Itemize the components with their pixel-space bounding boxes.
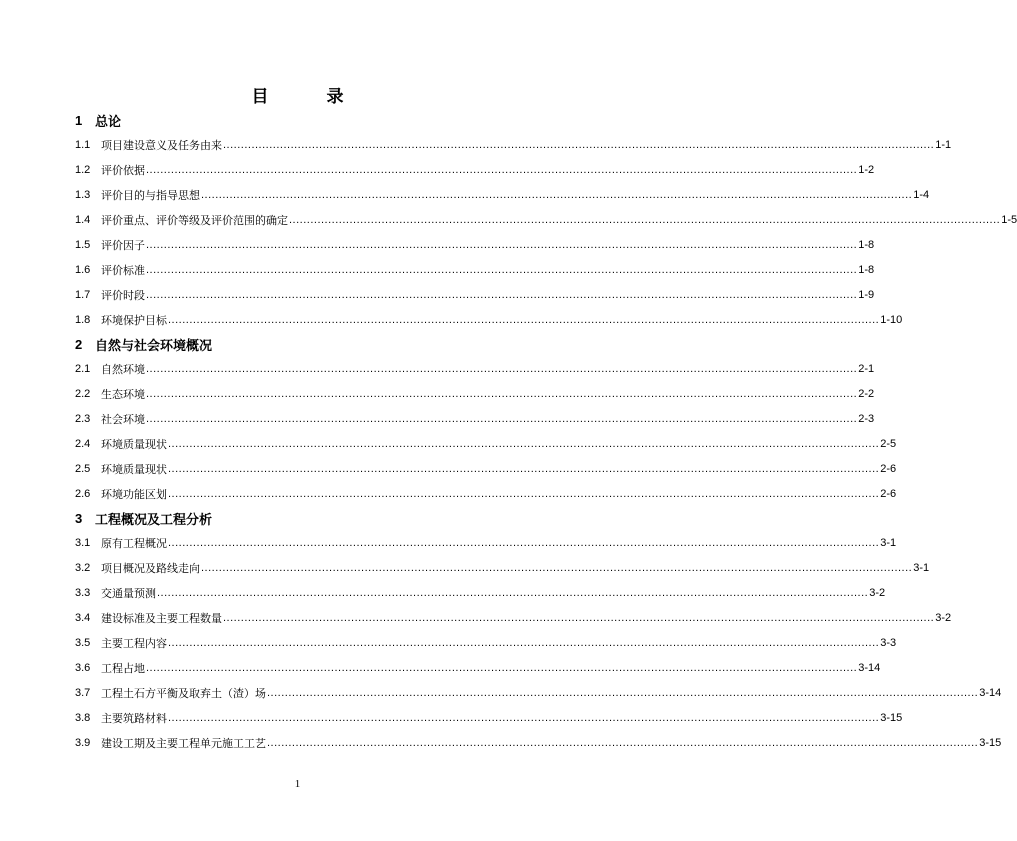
page-number: 1: [294, 778, 301, 790]
entry-label: 环境功能区划: [101, 487, 167, 501]
entry-label: 环境保护目标: [101, 313, 167, 327]
entry-number: 2.5: [75, 462, 91, 475]
entry-label: 自然环境: [101, 362, 145, 376]
toc-entry[interactable]: [75, 555, 930, 580]
toc-entry[interactable]: [75, 456, 897, 481]
toc-entry[interactable]: [75, 381, 875, 406]
toc-entry[interactable]: [75, 257, 875, 282]
entry-label: 工程土石方平衡及取弃土（渣）场: [101, 686, 266, 700]
entry-number: 3.5: [75, 636, 91, 649]
toc-entry[interactable]: [75, 705, 903, 730]
toc-entry[interactable]: [75, 356, 875, 381]
dot-leader: ........................................................................................................................................................................................................: [146, 412, 858, 425]
toc-entry[interactable]: [75, 580, 886, 605]
dot-leader: ........................................................................................................................................................................................................: [168, 487, 880, 500]
entry-page: 2-3: [858, 412, 875, 425]
entry-number: 2.2: [75, 387, 91, 400]
entry-page: 2-6: [880, 462, 897, 475]
toc-entry[interactable]: [75, 182, 930, 207]
entry-label: 生态环境: [101, 387, 145, 401]
entry-number: 1.2: [75, 163, 91, 176]
page-title: 目 录: [251, 87, 370, 107]
entry-page: 1-9: [858, 288, 875, 301]
chapter-title: 自然与社会环境概况: [95, 338, 213, 354]
toc-entry[interactable]: [75, 431, 897, 456]
entry-page: 1-8: [858, 263, 875, 276]
toc-entry[interactable]: [75, 232, 875, 257]
entry-page: 2-6: [880, 487, 897, 500]
entry-page: 3-14: [858, 661, 881, 674]
dot-leader: ........................................................................................................................................................................................................: [157, 586, 869, 599]
entry-number: 2.3: [75, 412, 91, 425]
entry-label: 建设工期及主要工程单元施工工艺: [101, 736, 266, 750]
chapter-heading[interactable]: [75, 332, 516, 356]
entry-label: 项目建设意义及任务由来: [101, 138, 222, 152]
entry-label: 项目概况及路线走向: [101, 561, 200, 575]
entry-number: 3.8: [75, 711, 91, 724]
entry-label: 环境质量现状: [101, 462, 167, 476]
toc-entry[interactable]: [75, 157, 875, 182]
dot-leader: ........................................................................................................................................................................................................: [201, 188, 913, 201]
entry-number: 1.7: [75, 288, 91, 301]
chapter-title: 总论: [95, 114, 122, 130]
dot-leader: ........................................................................................................................................................................................................: [168, 313, 880, 326]
toc-entry[interactable]: [75, 481, 897, 506]
entry-number: 3.2: [75, 561, 91, 574]
entry-page: 3-1: [913, 561, 930, 574]
dot-leader: ........................................................................................................................................................................................................: [146, 163, 858, 176]
dot-leader: ........................................................................................................................................................................................................: [146, 238, 858, 251]
entry-page: 2-2: [858, 387, 875, 400]
dot-leader: ........................................................................................................................................................................................................: [146, 263, 858, 276]
entry-page: 3-2: [869, 586, 886, 599]
entry-page: 1-2: [858, 163, 875, 176]
entry-label: 评价重点、评价等级及评价范围的确定: [101, 213, 288, 227]
entry-number: 1.1: [75, 138, 91, 151]
chapter-number: 2: [75, 336, 83, 352]
entry-number: 1.8: [75, 313, 91, 326]
entry-label: 评价依据: [101, 163, 145, 177]
entry-page: 1-5: [1001, 213, 1017, 226]
dot-leader: ........................................................................................................................................................................................................: [168, 437, 880, 450]
entry-page: 3-14: [979, 686, 1002, 699]
chapter-number: 3: [75, 510, 83, 526]
chapter-number: 1: [75, 112, 83, 128]
entry-number: 3.9: [75, 736, 91, 749]
toc-entry[interactable]: [75, 282, 875, 307]
entry-number: 2.6: [75, 487, 91, 500]
dot-leader: ........................................................................................................................................................................................................: [201, 561, 913, 574]
dot-leader: ........................................................................................................................................................................................................: [168, 711, 880, 724]
entry-page: 1-8: [858, 238, 875, 251]
entry-number: 3.4: [75, 611, 91, 624]
dot-leader: ........................................................................................................................................................................................................: [146, 387, 858, 400]
entry-number: 1.6: [75, 263, 91, 276]
entry-number: 1.3: [75, 188, 91, 201]
entry-page: 2-1: [858, 362, 875, 375]
dot-leader: ........................................................................................................................................................................................................: [267, 686, 979, 699]
toc-entry[interactable]: [75, 605, 952, 630]
entry-number: 1.4: [75, 213, 91, 226]
dot-leader: ........................................................................................................................................................................................................: [289, 213, 1001, 226]
toc-entry[interactable]: [75, 730, 1002, 755]
dot-leader: ........................................................................................................................................................................................................: [168, 536, 880, 549]
toc-entry[interactable]: [75, 655, 881, 680]
entry-label: 评价因子: [101, 238, 145, 252]
entry-page: 1-4: [913, 188, 930, 201]
entry-label: 原有工程概况: [101, 536, 167, 550]
chapter-title: 工程概况及工程分析: [95, 512, 213, 528]
dot-leader: ........................................................................................................................................................................................................: [168, 462, 880, 475]
entry-page: 1-10: [880, 313, 903, 326]
entry-label: 建设标准及主要工程数量: [101, 611, 222, 625]
dot-leader: ........................................................................................................................................................................................................: [146, 288, 858, 301]
entry-label: 评价时段: [101, 288, 145, 302]
entry-number: 3.1: [75, 536, 91, 549]
dot-leader: ........................................................................................................................................................................................................: [168, 636, 880, 649]
toc-entry[interactable]: [75, 630, 897, 655]
entry-page: 2-5: [880, 437, 897, 450]
entry-page: 3-15: [979, 736, 1002, 749]
entry-label: 评价标准: [101, 263, 145, 277]
entry-number: 3.6: [75, 661, 91, 674]
entry-label: 主要工程内容: [101, 636, 167, 650]
dot-leader: ........................................................................................................................................................................................................: [223, 138, 935, 151]
toc-entry[interactable]: [75, 530, 897, 555]
entry-number: 1.5: [75, 238, 91, 251]
entry-label: 社会环境: [101, 412, 145, 426]
toc-entry[interactable]: [75, 207, 1017, 232]
toc-entry[interactable]: [75, 680, 1002, 705]
entry-label: 环境质量现状: [101, 437, 167, 451]
entry-page: 3-2: [935, 611, 952, 624]
entry-page: 3-3: [880, 636, 897, 649]
toc-entry[interactable]: [75, 307, 903, 332]
entry-page: 1-1: [935, 138, 952, 151]
dot-leader: ........................................................................................................................................................................................................: [146, 362, 858, 375]
entry-page: 3-15: [880, 711, 903, 724]
entry-label: 交通量预测: [101, 586, 156, 600]
entry-number: 2.4: [75, 437, 91, 450]
chapter-heading[interactable]: [75, 108, 516, 132]
entry-label: 评价目的与指导思想: [101, 188, 200, 202]
entry-label: 主要筑路材料: [101, 711, 167, 725]
entry-number: 3.7: [75, 686, 91, 699]
entry-number: 3.3: [75, 586, 91, 599]
toc-entry[interactable]: [75, 132, 952, 157]
toc-entry[interactable]: [75, 406, 875, 431]
dot-leader: ........................................................................................................................................................................................................: [146, 661, 858, 674]
entry-label: 工程占地: [101, 661, 145, 675]
dot-leader: ........................................................................................................................................................................................................: [267, 736, 979, 749]
entry-page: 3-1: [880, 536, 897, 549]
dot-leader: ........................................................................................................................................................................................................: [223, 611, 935, 624]
entry-number: 2.1: [75, 362, 91, 375]
table-of-contents: [75, 108, 1017, 755]
chapter-heading[interactable]: [75, 506, 516, 530]
